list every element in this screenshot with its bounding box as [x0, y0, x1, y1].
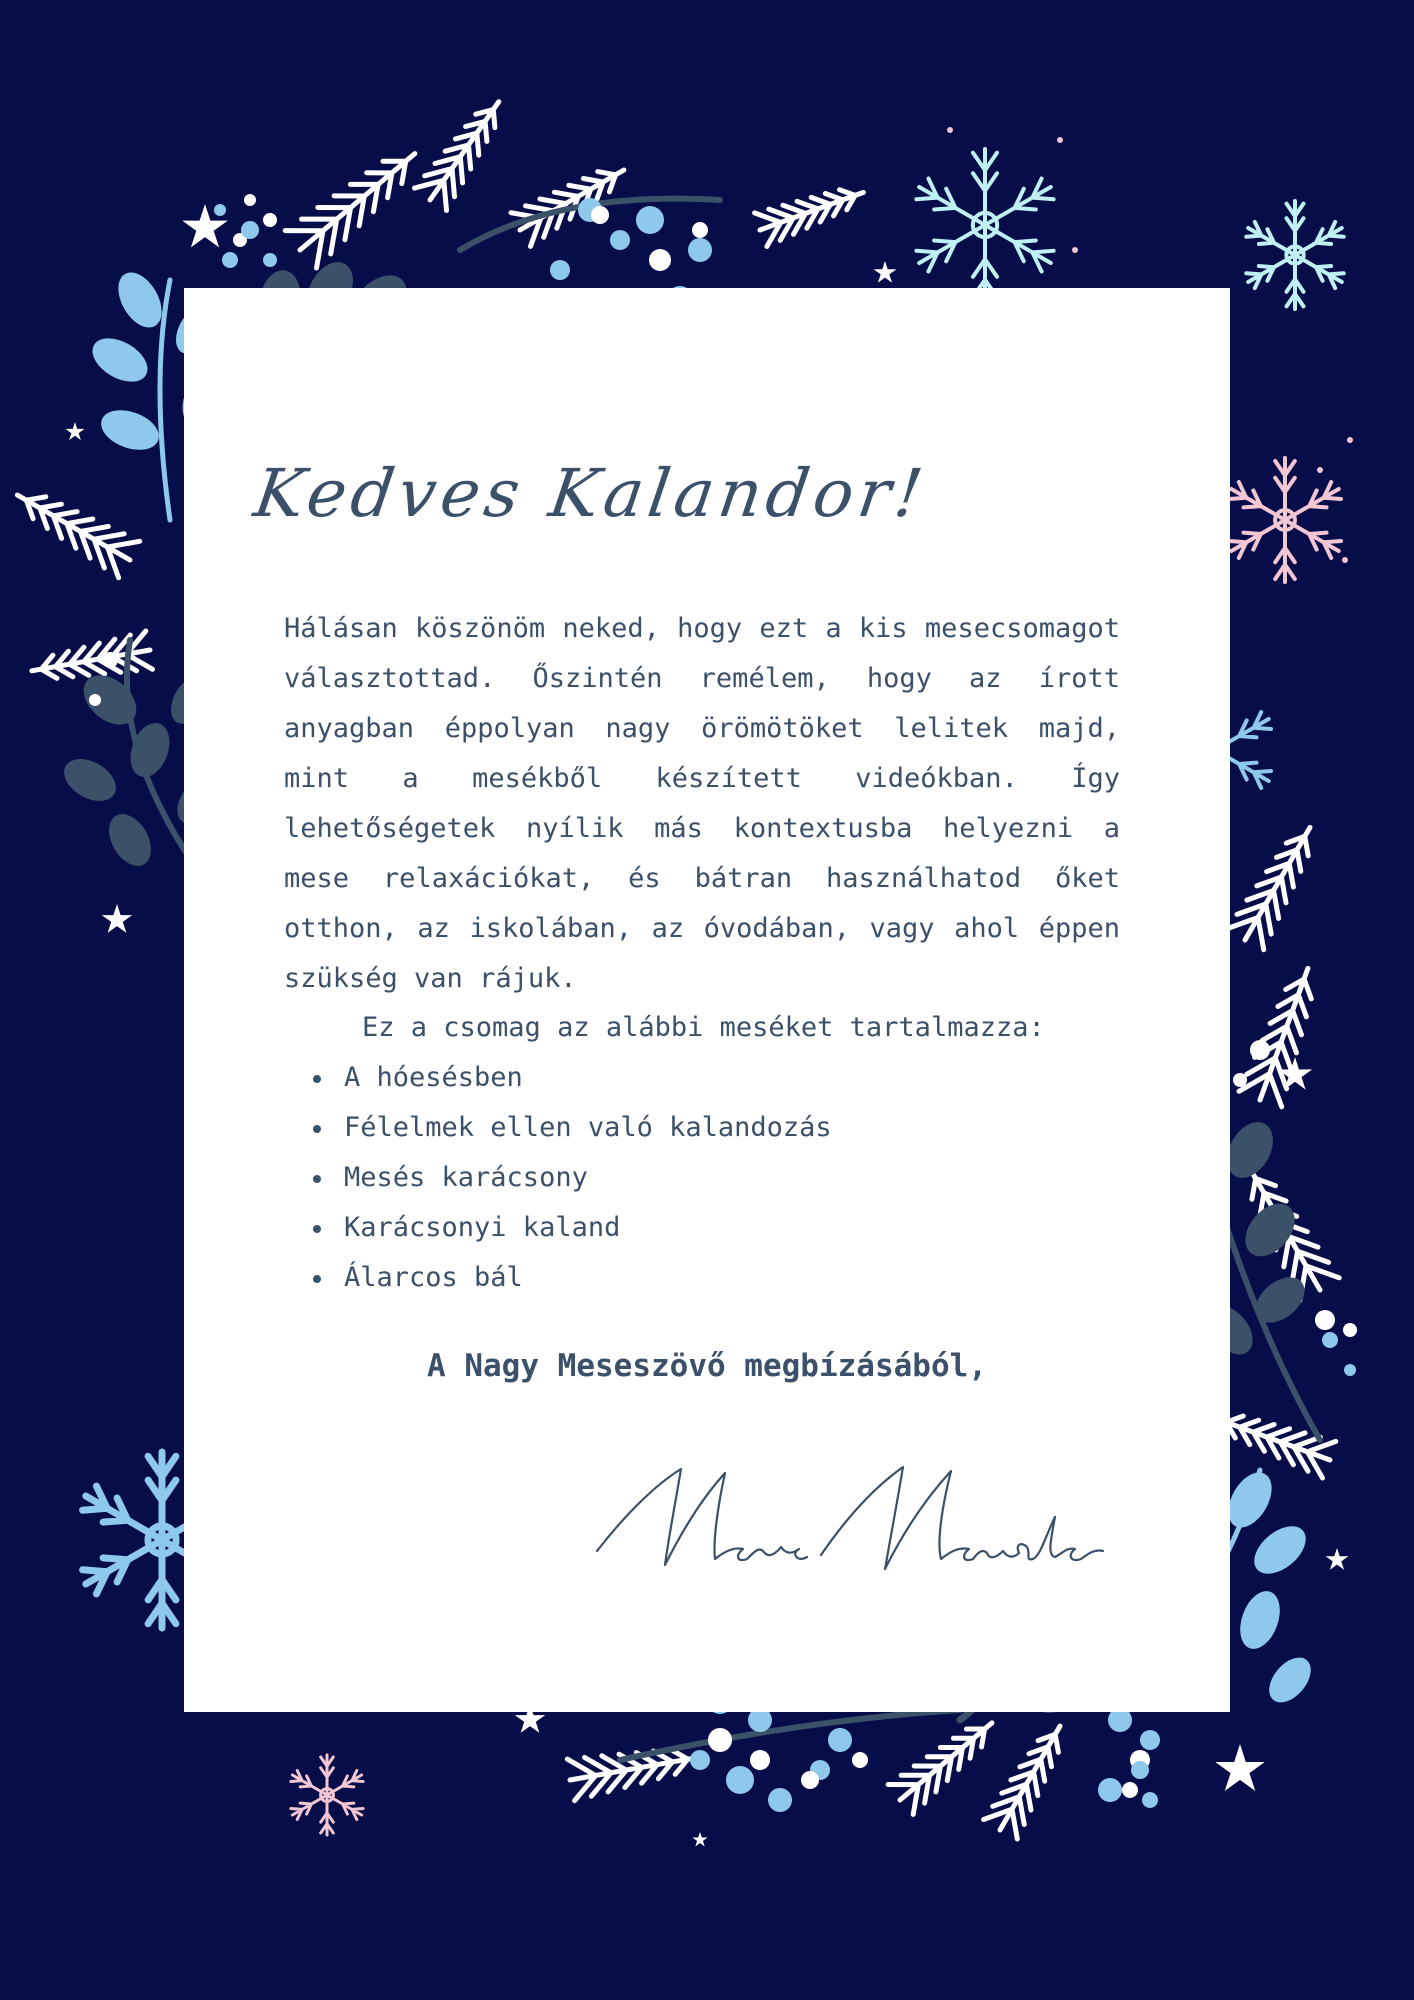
- fern-icon: [415, 102, 499, 211]
- berry-dot: [708, 1728, 732, 1752]
- fern-icon: [1239, 968, 1311, 1106]
- berry-dot: [1131, 1761, 1149, 1779]
- berry-dot: [263, 253, 277, 267]
- berry-dot: [1315, 1310, 1335, 1330]
- fern-icon: [1217, 1416, 1336, 1478]
- leaf-icon: [1233, 1586, 1287, 1655]
- berry-dot: [610, 230, 630, 250]
- berry-dot: [102, 652, 118, 668]
- fern-icon: [1227, 827, 1310, 949]
- berry-dot: [828, 1728, 852, 1752]
- fern-icon: [17, 495, 139, 578]
- berry-dot: [550, 260, 570, 280]
- berry-dot: [688, 238, 712, 262]
- star-icon: [1326, 1548, 1349, 1570]
- berry-dot: [726, 1766, 754, 1794]
- list-item: Álarcos bál: [300, 1253, 832, 1303]
- letter-greeting: Kedves Kalandor!: [249, 455, 933, 532]
- letter-closing: A Nagy Meseszövő megbízásából,: [427, 1348, 987, 1384]
- berry-dot: [1343, 1323, 1357, 1337]
- snowflake-icon: [1246, 201, 1343, 309]
- berry-dot: [1122, 1782, 1138, 1798]
- branch-icon: [620, 1710, 960, 1760]
- berry-dot: [692, 222, 708, 238]
- list-item: Mesés karácsony: [300, 1153, 832, 1203]
- list-item: A hóesésben: [300, 1053, 832, 1103]
- berry-dot: [1140, 1730, 1160, 1750]
- berry-dot: [649, 249, 671, 271]
- tale-list: [300, 1053, 832, 1303]
- berry-dot: [801, 1771, 819, 1789]
- leaf-icon: [96, 403, 165, 457]
- star-icon: [102, 904, 132, 933]
- star-icon: [1215, 1744, 1264, 1791]
- berry-dot: [1322, 1332, 1338, 1348]
- berry-dot: [1342, 557, 1348, 563]
- berry-dot: [1344, 1364, 1356, 1376]
- berry-dot: [690, 1750, 710, 1770]
- berry-dot: [591, 206, 609, 224]
- berry-dot: [1317, 467, 1323, 473]
- branch-icon: [160, 280, 170, 520]
- berry-dot: [241, 221, 259, 239]
- leaf-icon: [57, 750, 123, 809]
- fern-icon: [32, 631, 153, 678]
- leaf-icon: [100, 807, 159, 873]
- list-item: Karácsonyi kaland: [300, 1203, 832, 1253]
- berry-dot: [1072, 247, 1078, 253]
- berry-dot: [263, 213, 277, 227]
- berry-dot: [214, 204, 226, 216]
- star-icon: [66, 422, 85, 440]
- berry-dot: [768, 1788, 792, 1812]
- list-item: Félelmek ellen való kalandozás: [300, 1103, 832, 1153]
- berry-dot: [1347, 437, 1353, 443]
- berry-dot: [1233, 1073, 1247, 1087]
- fern-icon: [984, 1726, 1060, 1839]
- fern-icon: [888, 1723, 992, 1815]
- star-icon: [874, 261, 897, 283]
- berry-dot: [852, 1752, 868, 1768]
- tale-list-intro: Ez a csomag az alábbi meséket tartalmazza:: [362, 1012, 1045, 1043]
- leaf-icon: [1245, 1517, 1314, 1583]
- berry-dot: [1250, 1040, 1270, 1060]
- berry-dot: [1142, 1792, 1158, 1808]
- fern-icon: [755, 190, 864, 247]
- berry-dot: [750, 1750, 770, 1770]
- berry-dot: [1057, 137, 1063, 143]
- berry-dot: [244, 194, 256, 206]
- leaf-icon: [1261, 1650, 1319, 1710]
- snowflake-icon: [291, 1755, 363, 1835]
- berry-dot: [89, 694, 101, 706]
- leaf-icon: [85, 329, 155, 390]
- snowflake-icon: [916, 149, 1053, 301]
- berry-dot: [1098, 1778, 1122, 1802]
- star-icon: [692, 1832, 707, 1847]
- berry-dot: [947, 127, 953, 133]
- snowflake-icon: [1229, 458, 1341, 582]
- berry-dot: [636, 206, 664, 234]
- berry-dot: [222, 252, 238, 268]
- fern-icon: [285, 154, 415, 268]
- letter-body: Hálásan köszönöm neked, hogy ezt a kis mesecsomagot választottad. Őszintén remélem, hogy az írott anyagban éppolyan nagy örömötöket lelitek majd, mint a mesékből készített videókban. Így lehetőségetek nyílik más kontextusba helyezni a mese relaxációkat, és bátran használhatod őket otthon, az iskolában, az óvodában, vagy ahol éppen szükség van rájuk.: [284, 613, 1120, 994]
- signature-mark: [585, 1455, 1115, 1585]
